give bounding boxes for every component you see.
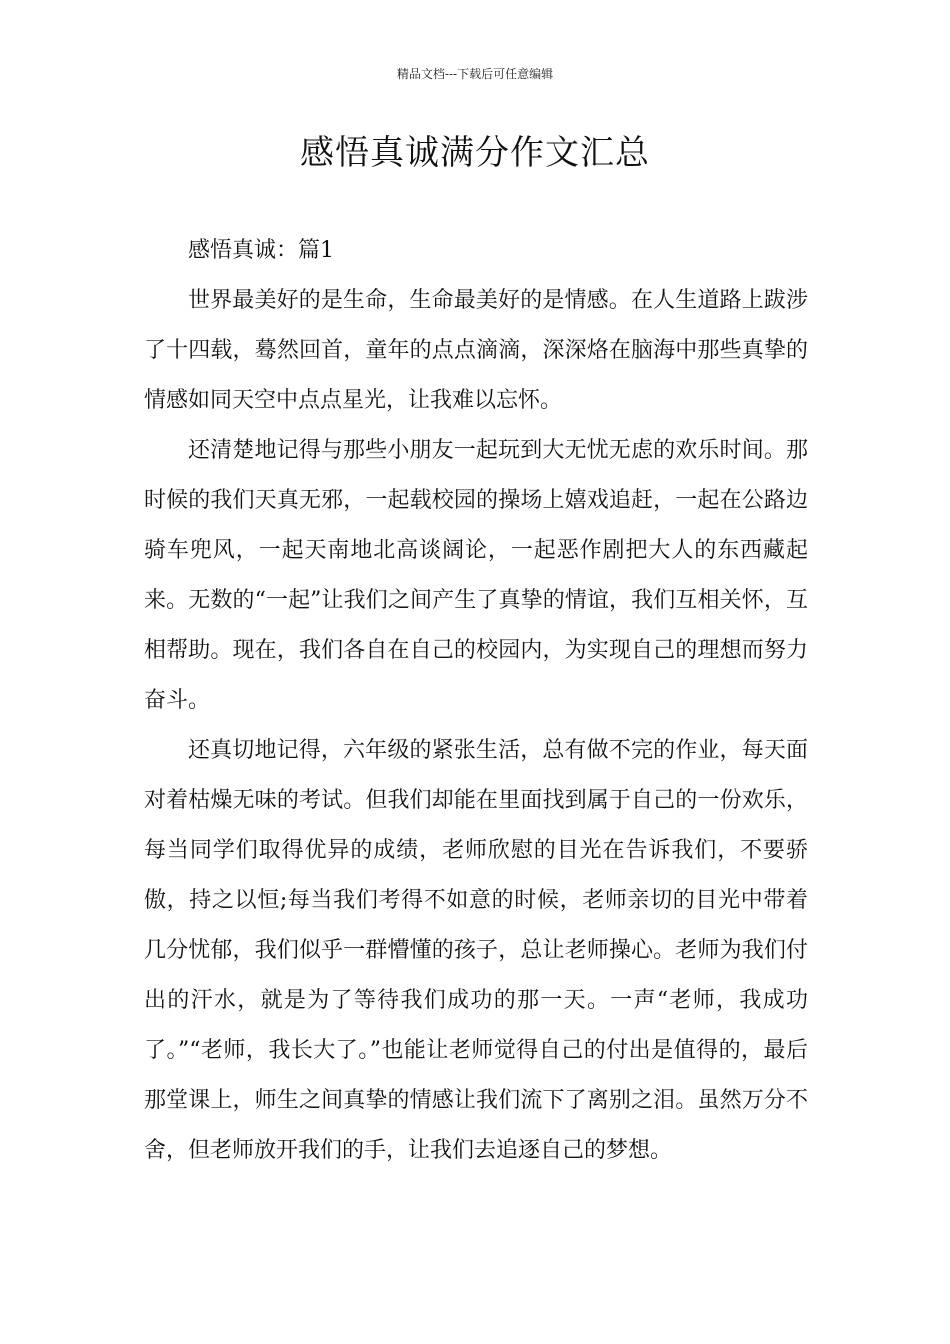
paragraph: 还清楚地记得与那些小朋友一起玩到大无忧无虑的欢乐时间。那时候的我们天真无邪，一起载校园的操场上嬉戏追赶，一起在公路边骑车兜风，一起天南地北高谈阔论，一起恶作剧把大人的东西藏起来。无数的“一起”让我们之间产生了真挚的情谊，我们互相关怀，互相帮助。现在，我们各自在自己的校园内，为实现自己的理想而努力奋斗。 [144,438,808,713]
paragraph: 还真切地记得，六年级的紧张生活，总有做不完的作业，每天面对着枯燥无味的考试。但我们却能在里面找到属于自己的一份欢乐，每当同学们取得优异的成绩，老师欣慰的目光在告诉我们，不要骄傲，持之以恒;每当我们考得不如意的时候，老师亲切的目光中带着几分忧郁，我们似乎一群懵懂的孩子，总让老师操心。老师为我们付出的汗水，就是为了等待我们成功的那一天。一声“老师，我成功了。”“老师，我长大了。”也能让老师觉得自己的付出是值得的，最后那堂课上，师生之间真挚的情感让我们流下了离别之泪。虽然万分不舍，但老师放开我们的手，让我们去追逐自己的梦想。 [144,738,808,1163]
document-title: 感悟真诚满分作文汇总 [300,133,650,173]
section-heading: 感悟真诚：篇1 [188,238,334,263]
document-body [144,226,808,1176]
header-note: 精品文档---下载后可任意编辑 [396,67,554,81]
paragraph: 世界最美好的是生命，生命最美好的是情感。在人生道路上跋涉了十四载，蓦然回首，童年的点点滴滴，深深烙在脑海中那些真挚的情感如同天空中点点星光，让我难以忘怀。 [144,288,808,413]
